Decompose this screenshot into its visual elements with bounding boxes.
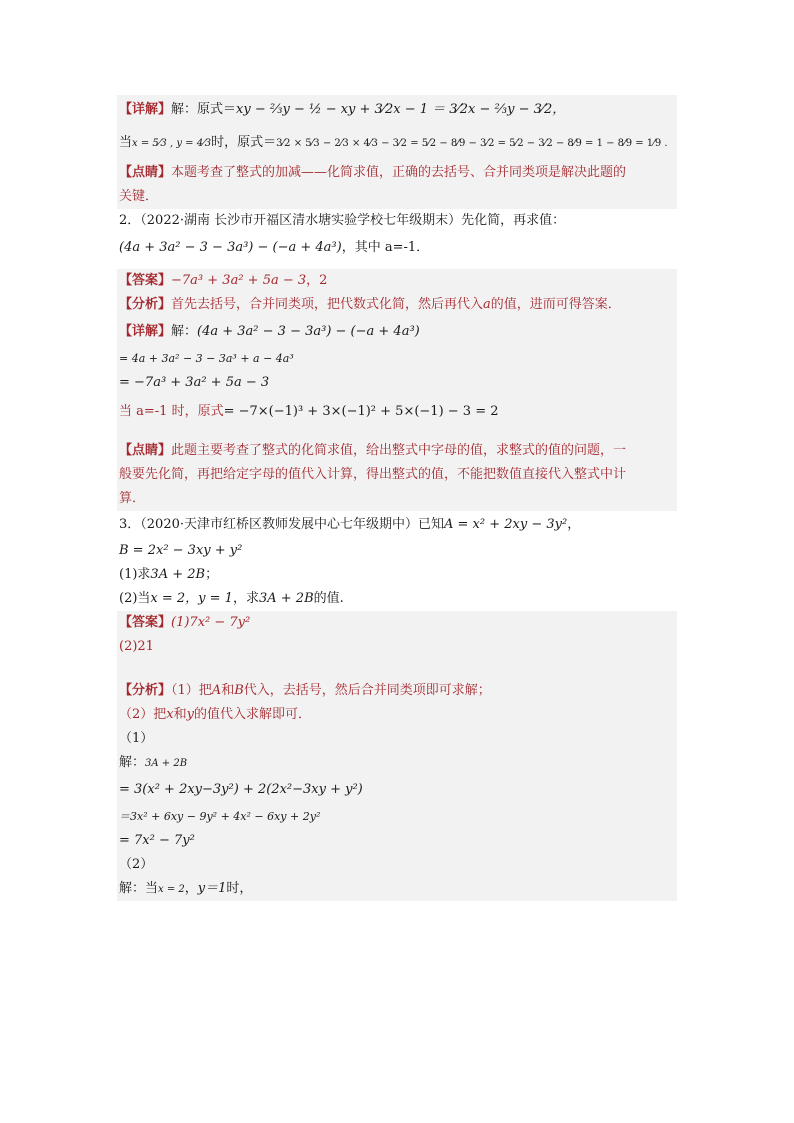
q3-sol1-expression: 3A + 2B	[145, 758, 188, 769]
q2-remark-line3	[117, 487, 677, 511]
remark-text-line2: 关键．	[119, 189, 159, 204]
substitution-mid: 时，原式＝	[211, 135, 277, 150]
q2-detail-line	[117, 317, 677, 347]
q3-answer-line2	[117, 635, 677, 659]
q2-substitution-lead: 当 a=-1 时，原式	[119, 404, 224, 419]
q3-solution-block	[117, 611, 677, 901]
q2-analysis-tail: 的值，进而可得答案．	[490, 297, 621, 312]
q3-analysis-line1	[117, 679, 677, 703]
q3-answer-line1	[117, 611, 677, 635]
q3-analysis1-b: 和	[221, 683, 235, 698]
q2-answer-expression: −7a³ + 3a² + 5a − 3	[171, 273, 307, 288]
q3-analysis1-var-a: A	[211, 683, 222, 698]
q3-sol1-label-line	[117, 727, 677, 751]
q3-part2-tail: 的值.	[313, 591, 344, 606]
q2-remark-line2	[117, 463, 677, 487]
q3-sol2-condition1: x = 2	[158, 884, 185, 895]
q2-detail-expression: (4a + 3a² − 3 − 3a³) − (−a + 4a³)	[197, 324, 420, 339]
q3-b-expression: B = 2x² − 3xy + y²	[119, 543, 243, 558]
remark-tag: 【点睛】	[119, 165, 172, 180]
q2-remark-text-line1: 此题主要考查了整式的化简求值，给出整式中字母的值，求整式的值的问题，一	[171, 443, 627, 458]
q2-step1-line	[117, 347, 677, 371]
substitution-condition: x = 5⁄3 , y = 4⁄3	[132, 138, 212, 149]
q2-answer-line	[117, 269, 677, 293]
q3-part2-expression: 3A + 2B	[258, 591, 314, 606]
q3-analysis2-c: 的值代入求解即可．	[194, 707, 312, 722]
q3-part2-label: (2)当	[119, 591, 151, 606]
q2-expression-line	[117, 233, 677, 263]
q3-sol1-step3-line	[117, 829, 677, 853]
q2-remark-line1	[117, 439, 677, 463]
q3-stem-tail: ，	[567, 517, 581, 532]
q2-expression: (4a + 3a² − 3 − 3a³) − (−a + 4a³)	[119, 240, 342, 255]
q3-sol2-lead: 解：当	[119, 881, 159, 896]
q2-step1: = 4a + 3a² − 3 − 3a³ + a − 4a³	[119, 352, 294, 365]
q3-sol2-mid: ，	[184, 881, 198, 896]
q3-part1-tail: ；	[205, 567, 219, 582]
q3-part1-label: (1)求	[119, 567, 151, 582]
q1-substitution-line	[117, 125, 677, 161]
q3-sol1-lead-line	[117, 751, 677, 775]
q3-sol1-lead: 解：	[119, 755, 146, 770]
detail-tag: 【详解】	[119, 102, 172, 117]
q3-stem-block	[117, 511, 677, 611]
remark-text-line1: 本题考查了整式的加减——化简求值，正确的去括号、合并同类项是解决此题的	[171, 165, 627, 180]
substitution-expression: 3⁄2 × 5⁄3 − 2⁄3 × 4⁄3 − 3⁄2 = 5⁄2 − 8⁄9 − 3⁄2 = 5⁄2 − 3⁄2 − 8⁄9 = 1 − 8⁄9 = 1⁄9 .	[276, 138, 668, 149]
remark-tag: 【点睛】	[119, 443, 172, 458]
q3-analysis2-b: 和	[173, 707, 187, 722]
q3-analysis1-a: （1）把	[171, 683, 212, 698]
q3-stem-text: 3．（2020·天津市红桥区教师发展中心七年级期中）已知	[119, 517, 444, 532]
q1-solution-block	[117, 95, 677, 209]
q3-answer1: (1)7x² − 7y²	[171, 615, 251, 630]
q3-sol2-line	[117, 877, 677, 901]
analysis-tag: 【分析】	[119, 683, 172, 698]
answer-tag: 【答案】	[119, 273, 172, 288]
q3-analysis1-c: 代入，去括号，然后合并同类项即可求解；	[243, 683, 491, 698]
q3-analysis1-var-b: B	[234, 683, 244, 698]
q3-sol1-step2: ＝3x² + 6xy − 9y² + 4x² − 6xy + 2y²	[119, 810, 321, 823]
answer-tag: 【答案】	[119, 615, 172, 630]
q3-part2-mid: ，求	[232, 591, 259, 606]
q3-sol1-step2-line	[117, 805, 677, 829]
q3-sol1-step1: = 3(x² + 2xy−3y²) + 2(2x²−3xy + y²)	[119, 782, 363, 797]
q2-answer-value: 2	[319, 273, 328, 288]
q3-stem-line	[117, 511, 677, 539]
q3-sol1-label: （1）	[119, 731, 154, 746]
detail-expression: xy − ⅔y − ½ − xy + 3⁄2x − 1 ＝ 3⁄2x − ⅔y − 3⁄2，	[236, 102, 566, 117]
q1-remark-line1	[117, 161, 677, 185]
q2-solution-block	[117, 269, 677, 511]
detail-lead: 解：原式＝	[171, 102, 237, 117]
detail-tag: 【详解】	[119, 324, 172, 339]
q2-stem-line	[117, 209, 677, 233]
q3-part2-line	[117, 587, 677, 611]
q3-analysis2-var-y: y	[186, 707, 194, 722]
q3-analysis2-var-x: x	[166, 707, 174, 722]
q2-analysis-line	[117, 293, 677, 317]
q3-part1-expression: 3A + 2B	[150, 567, 206, 582]
q2-stem-text: 2．（2022·湖南 长沙市开福区清水塘实验学校七年级期末）先化简，再求值：	[119, 213, 566, 228]
q2-answer-separator: ，	[306, 273, 320, 288]
q3-answer2: (2)21	[119, 639, 154, 654]
q2-substitution-expression: = −7×(−1)³ + 3×(−1)² + 5×(−1) − 3 = 2	[223, 404, 499, 419]
q2-remark-text-line3: 算．	[119, 491, 146, 506]
q2-substitution-line	[117, 395, 677, 429]
q2-analysis-text: 首先去括号，合并同类项，把代数式化简，然后再代入	[171, 297, 484, 312]
q2-detail-lead: 解：	[171, 324, 198, 339]
analysis-tag: 【分析】	[119, 297, 172, 312]
q3-sol2-label-line	[117, 853, 677, 877]
q3-part2-condition: x = 2，y = 1	[150, 591, 233, 606]
q3-analysis2-a: （2）把	[119, 707, 167, 722]
q3-stem-expression: A = x² + 2xy − 3y²	[444, 517, 568, 532]
q3-sol2-label: （2）	[119, 857, 154, 872]
q3-analysis-line2	[117, 703, 677, 727]
q2-expression-tail: ，其中 a=-1．	[341, 240, 430, 255]
q1-remark-line2	[117, 185, 677, 209]
q3-sol2-tail: 时，	[226, 881, 253, 896]
q3-sol1-step1-line	[117, 775, 677, 805]
q3-sol1-step3: = 7x² − 7y²	[119, 833, 195, 848]
q2-step2-line	[117, 371, 677, 395]
q2-remark-text-line2: 般要先化简，再把给定字母的值代入计算，得出整式的值，不能把数值直接代入整式中计	[119, 467, 627, 482]
q3-part1-line	[117, 563, 677, 587]
q2-stem-block	[117, 209, 677, 263]
q2-step2: = −7a³ + 3a² + 5a − 3	[119, 375, 270, 390]
substitution-lead: 当	[119, 135, 133, 150]
q2-analysis-variable: a	[483, 297, 491, 312]
q1-detail-line	[117, 95, 677, 125]
solution-page	[117, 95, 677, 901]
q3-b-line	[117, 539, 677, 563]
q3-sol2-condition2: y＝1	[197, 881, 227, 896]
